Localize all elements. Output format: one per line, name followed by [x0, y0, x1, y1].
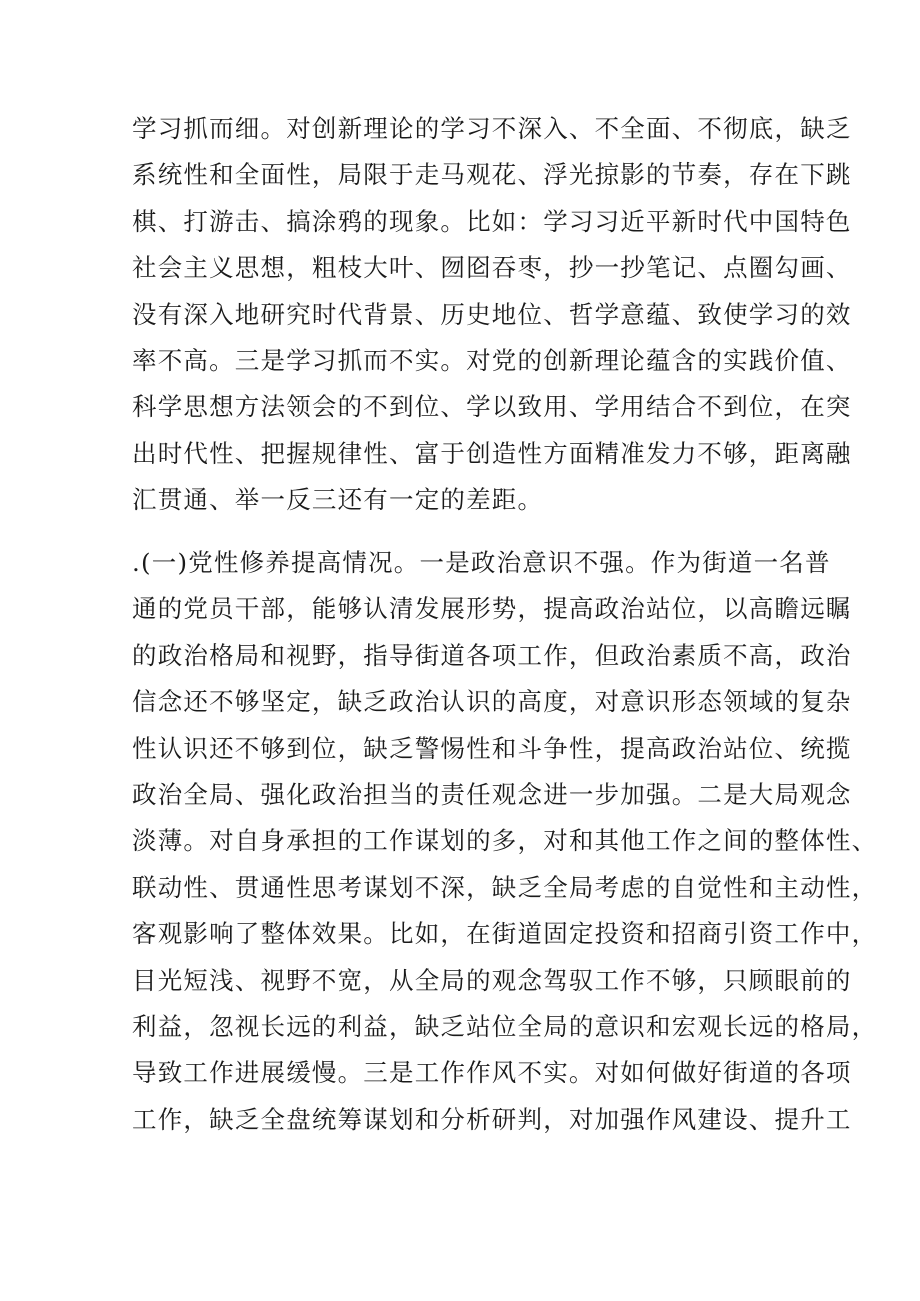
text-line: 性认识还不够到位，缺乏警惕性和斗争性，提高政治站位、统揽: [132, 733, 852, 763]
text-line: 政治全局、强化政治担当的责任观念进一步加强。二是大局观念: [132, 779, 852, 809]
text-line: 利益，忽视长远的利益，缺乏站位全局的意识和宏观长远的格局，: [132, 1011, 878, 1041]
text-line: 出时代性、把握规律性、富于创造性方面精准发力不够，距离融: [132, 438, 852, 468]
text-line: 学习抓而细。对创新理论的学习不深入、不全面、不彻底，缺乏: [132, 114, 852, 143]
text-line: 的政治格局和视野，指导街道各项工作，但政治素质不高，政治: [132, 640, 852, 670]
text-line: 没有深入地研究时代背景、历史地位、哲学意蕴、致使学习的效: [132, 299, 852, 329]
paragraph-party-spirit: [132, 540, 878, 1143]
text-line: 联动性、贯通性思考谋划不深，缺乏全局考虑的自觉性和主动性，: [132, 872, 878, 902]
text-line: 汇贯通、举一反三还有一定的差距。: [132, 485, 544, 515]
text-line: 导致工作进展缓慢。三是工作作风不实。对如何做好街道的各项: [132, 1058, 852, 1088]
text-line: 客观影响了整体效果。比如，在街道固定投资和招商引资工作中，: [132, 919, 878, 949]
text-line: 信念还不够坚定，缺乏政治认识的高度，对意识形态领域的复杂: [132, 687, 852, 717]
paragraph-study-issues: [132, 106, 852, 524]
text-line: 系统性和全面性，局限于走马观花、浮光掠影的节奏，存在下跳: [132, 160, 852, 190]
text-line: 目光短浅、视野不宽，从全局的观念驾驭工作不够，只顾眼前的: [132, 965, 852, 995]
text-line: 通的党员干部，能够认清发展形势，提高政治站位，以高瞻远瞩: [132, 594, 852, 624]
text-line: 工作，缺乏全盘统筹谋划和分析研判，对加强作风建设、提升工: [132, 1104, 852, 1134]
text-line: 科学思想方法领会的不到位、学以致用、学用结合不到位，在突: [132, 392, 852, 422]
text-line: .(一)党性修养提高情况。一是政治意识不强。作为街道一名普: [132, 548, 831, 577]
text-line: 率不高。三是学习抓而不实。对党的创新理论蕴含的实践价值、: [132, 345, 852, 375]
text-line: 社会主义思想，粗枝大叶、囫囵吞枣，抄一抄笔记、点圈勾画、: [132, 253, 852, 283]
text-line: 棋、打游击、搞涂鸦的现象。比如：学习习近平新时代中国特色: [132, 206, 852, 236]
text-line: 淡薄。对自身承担的工作谋划的多，对和其他工作之间的整体性、: [132, 826, 878, 856]
